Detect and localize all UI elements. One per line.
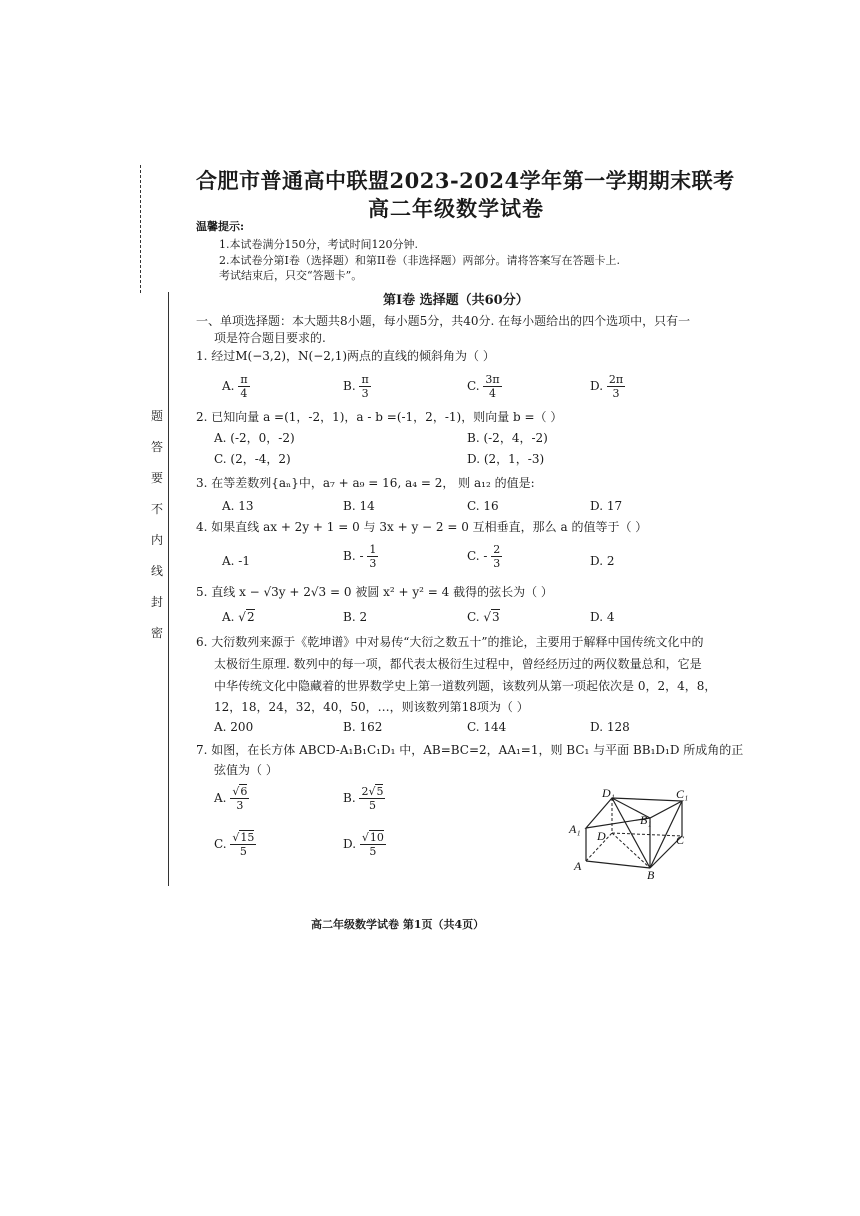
question-7-line: 弦值为（ ） [214, 763, 278, 777]
option-label: A. [222, 379, 235, 393]
q7-option-b [343, 785, 385, 812]
fraction [491, 543, 502, 570]
label-b: B [647, 868, 655, 880]
question-6-line: 6. 大衍数列来源于《乾坤谱》中对易传“大衍之数五十”的推论，主要用于解释中国传统文化中的 [196, 635, 704, 649]
question-4-stem: 4. 如果直线 ax + 2y + 1 = 0 与 3x + y − 2 = 0 互相垂直，那么 a 的值等于（ ） [196, 520, 648, 534]
denominator: 3 [493, 557, 501, 570]
option-label: B. - [343, 549, 364, 563]
question-5-stem: 5. 直线 x − √3y + 2√3 = 0 被圆 x² + y² = 4 截得的弦长为（ ） [196, 585, 553, 599]
numerator: √6 [232, 785, 248, 798]
radicand: 2 [246, 610, 255, 624]
denominator: 4 [489, 387, 497, 400]
denominator: 5 [239, 845, 247, 858]
fraction [367, 543, 378, 570]
q1-option-a [222, 373, 250, 400]
seal-char: 不 [150, 502, 163, 516]
option-label: A. [222, 610, 235, 624]
question-2-stem: 2. 已知向量 a =(1，-2，1)，a - b =(-1，2，-1)，则向量 b =（ ） [196, 410, 563, 424]
denominator: 3 [369, 557, 377, 570]
q5-option-d: D. 4 [590, 610, 615, 624]
hidden-edge-db [612, 833, 650, 868]
q1-option-c [467, 373, 502, 400]
q1-option-d [590, 373, 625, 400]
denominator: 5 [369, 845, 377, 858]
option-label: D. [590, 379, 604, 393]
q5-option-c: C. √3 [467, 610, 500, 624]
numerator: π [361, 373, 369, 386]
q3-option-d: D. 17 [590, 499, 623, 513]
page-footer: 高二年级数学试卷 第1页（共4页） [311, 918, 485, 931]
numerator: √15 [232, 831, 255, 844]
question-1-stem: 1. 经过M(−3,2)，N(−2,1)两点的直线的倾斜角为（ ） [196, 349, 495, 363]
q4-option-d: D. 2 [590, 554, 615, 568]
denominator: 3 [236, 799, 244, 812]
seal-char: 线 [150, 564, 163, 578]
q6-option-a: A. 200 [214, 720, 254, 734]
notice-line: 2.本试卷分第I卷（选择题）和第II卷（非选择题）两部分。请将答案写在答题卡上. [219, 254, 621, 267]
option-label: C. [467, 610, 480, 624]
denominator: 5 [368, 799, 376, 812]
notice-line: 考试结束后，只交“答题卡”。 [219, 269, 363, 282]
q6-option-d: D. 128 [590, 720, 630, 734]
q6-option-c: C. 144 [467, 720, 507, 734]
label-c1: C₁ [676, 788, 689, 801]
denominator: 4 [240, 387, 248, 400]
fraction [607, 373, 625, 400]
q2-option-b: B. (-2，4，-2) [467, 431, 548, 445]
notice-heading: 温馨提示: [196, 220, 245, 233]
seal-char: 答 [150, 440, 163, 454]
top-face [586, 798, 682, 828]
numerator: 3π [485, 373, 500, 386]
notice-line: 1.本试卷满分150分，考试时间120分钟. [219, 238, 418, 251]
question-6-line: 12，18，24，32，40，50，…，则该数列第18项为（ ） [214, 700, 529, 714]
radicand: 6 [240, 785, 248, 798]
q7-option-c [214, 831, 256, 858]
q4-option-a: A. -1 [222, 554, 250, 568]
q3-option-b: B. 14 [343, 499, 375, 513]
question-6-line: 中华传统文化中隐藏着的世界数学史上第一道数列题，该数列从第一项起依次是 0，2，4，8， [214, 679, 717, 693]
numerator: 2√5 [361, 785, 384, 798]
fraction [238, 373, 249, 400]
numerator: 2π [608, 373, 624, 386]
q4-option-c [467, 543, 502, 570]
q3-option-a: A. 13 [222, 499, 254, 513]
question-7-line: 7. 如图，在长方体 ABCD-A₁B₁C₁D₁ 中，AB=BC=2，AA₁=1，则 BC₁ 与平面 BB₁D₁D 所成角的正 [196, 743, 744, 757]
q1-option-b [343, 373, 371, 400]
label-b1: B₁ [640, 813, 652, 827]
section-instruction: 项是符合题目要求的. [214, 331, 326, 345]
cuboid-figure [566, 788, 702, 880]
section-title: 第Ⅰ卷 选择题（共60分） [383, 293, 529, 308]
q5-option-a: A. √2 [222, 610, 255, 624]
question-3-stem: 3. 在等差数列{aₙ}中，a₇ + a₉ = 16, a₄ = 2， 则 a₁₂ 的值是: [196, 476, 535, 490]
exam-title: 合肥市普通高中联盟2023-2024学年第一学期期末联考 [196, 168, 735, 193]
q7-option-d [343, 831, 386, 858]
seal-char: 题 [150, 409, 163, 423]
option-label: C. [467, 379, 480, 393]
q6-option-b: B. 162 [343, 720, 383, 734]
fraction [359, 373, 370, 400]
option-label: B. [343, 379, 356, 393]
fraction [359, 785, 385, 812]
numerator: √10 [361, 831, 384, 844]
option-label: D. [343, 837, 357, 851]
q2-option-c: C. (2，-4，2) [214, 452, 291, 466]
label-d1: D₁ [602, 788, 615, 800]
denominator: 3 [361, 387, 369, 400]
seal-char: 密 [150, 626, 163, 640]
label-c: C [676, 833, 685, 847]
numerator: 2 [493, 543, 501, 556]
option-label: C. - [467, 549, 488, 563]
q2-option-d: D. (2，1，-3) [467, 452, 545, 466]
option-label: C. [214, 837, 227, 851]
q4-option-b [343, 543, 378, 570]
label-d: D [597, 829, 606, 843]
numerator: 1 [369, 543, 377, 556]
radicand: 5 [376, 785, 384, 798]
option-label: B. [343, 791, 356, 805]
question-6-line: 太极衍生原理. 数列中的每一项，都代表太极衍生过程中，曾经经历过的两仪数量总和，它是 [214, 657, 702, 671]
edge-ab [586, 861, 650, 868]
radicand: 15 [240, 831, 255, 844]
seal-char: 封 [150, 595, 163, 609]
fraction [230, 785, 249, 812]
hidden-edge-dc [612, 833, 682, 836]
fraction [230, 831, 256, 858]
option-label: A. [214, 791, 227, 805]
exam-subtitle: 高二年级数学试卷 [368, 196, 544, 221]
binding-dashed-line-top [140, 165, 141, 293]
radicand: 3 [492, 610, 500, 624]
coefficient: 2 [361, 785, 369, 798]
denominator: 3 [612, 387, 620, 400]
fraction [483, 373, 501, 400]
section-instruction: 一、单项选择题：本大题共8小题，每小题5分，共40分. 在每小题给出的四个选项中，只有一 [196, 314, 691, 328]
q7-option-a [214, 785, 249, 812]
radicand: 10 [369, 831, 384, 844]
numerator: π [240, 373, 248, 386]
label-a1: A₁ [569, 822, 581, 836]
binding-solid-line [168, 292, 169, 886]
q5-option-b: B. 2 [343, 610, 368, 624]
seal-char: 要 [150, 471, 163, 485]
q2-option-a: A. (-2，0，-2) [214, 431, 295, 445]
q3-option-c: C. 16 [467, 499, 499, 513]
label-a: A [574, 859, 582, 873]
seal-char: 内 [150, 533, 163, 547]
fraction [360, 831, 386, 858]
